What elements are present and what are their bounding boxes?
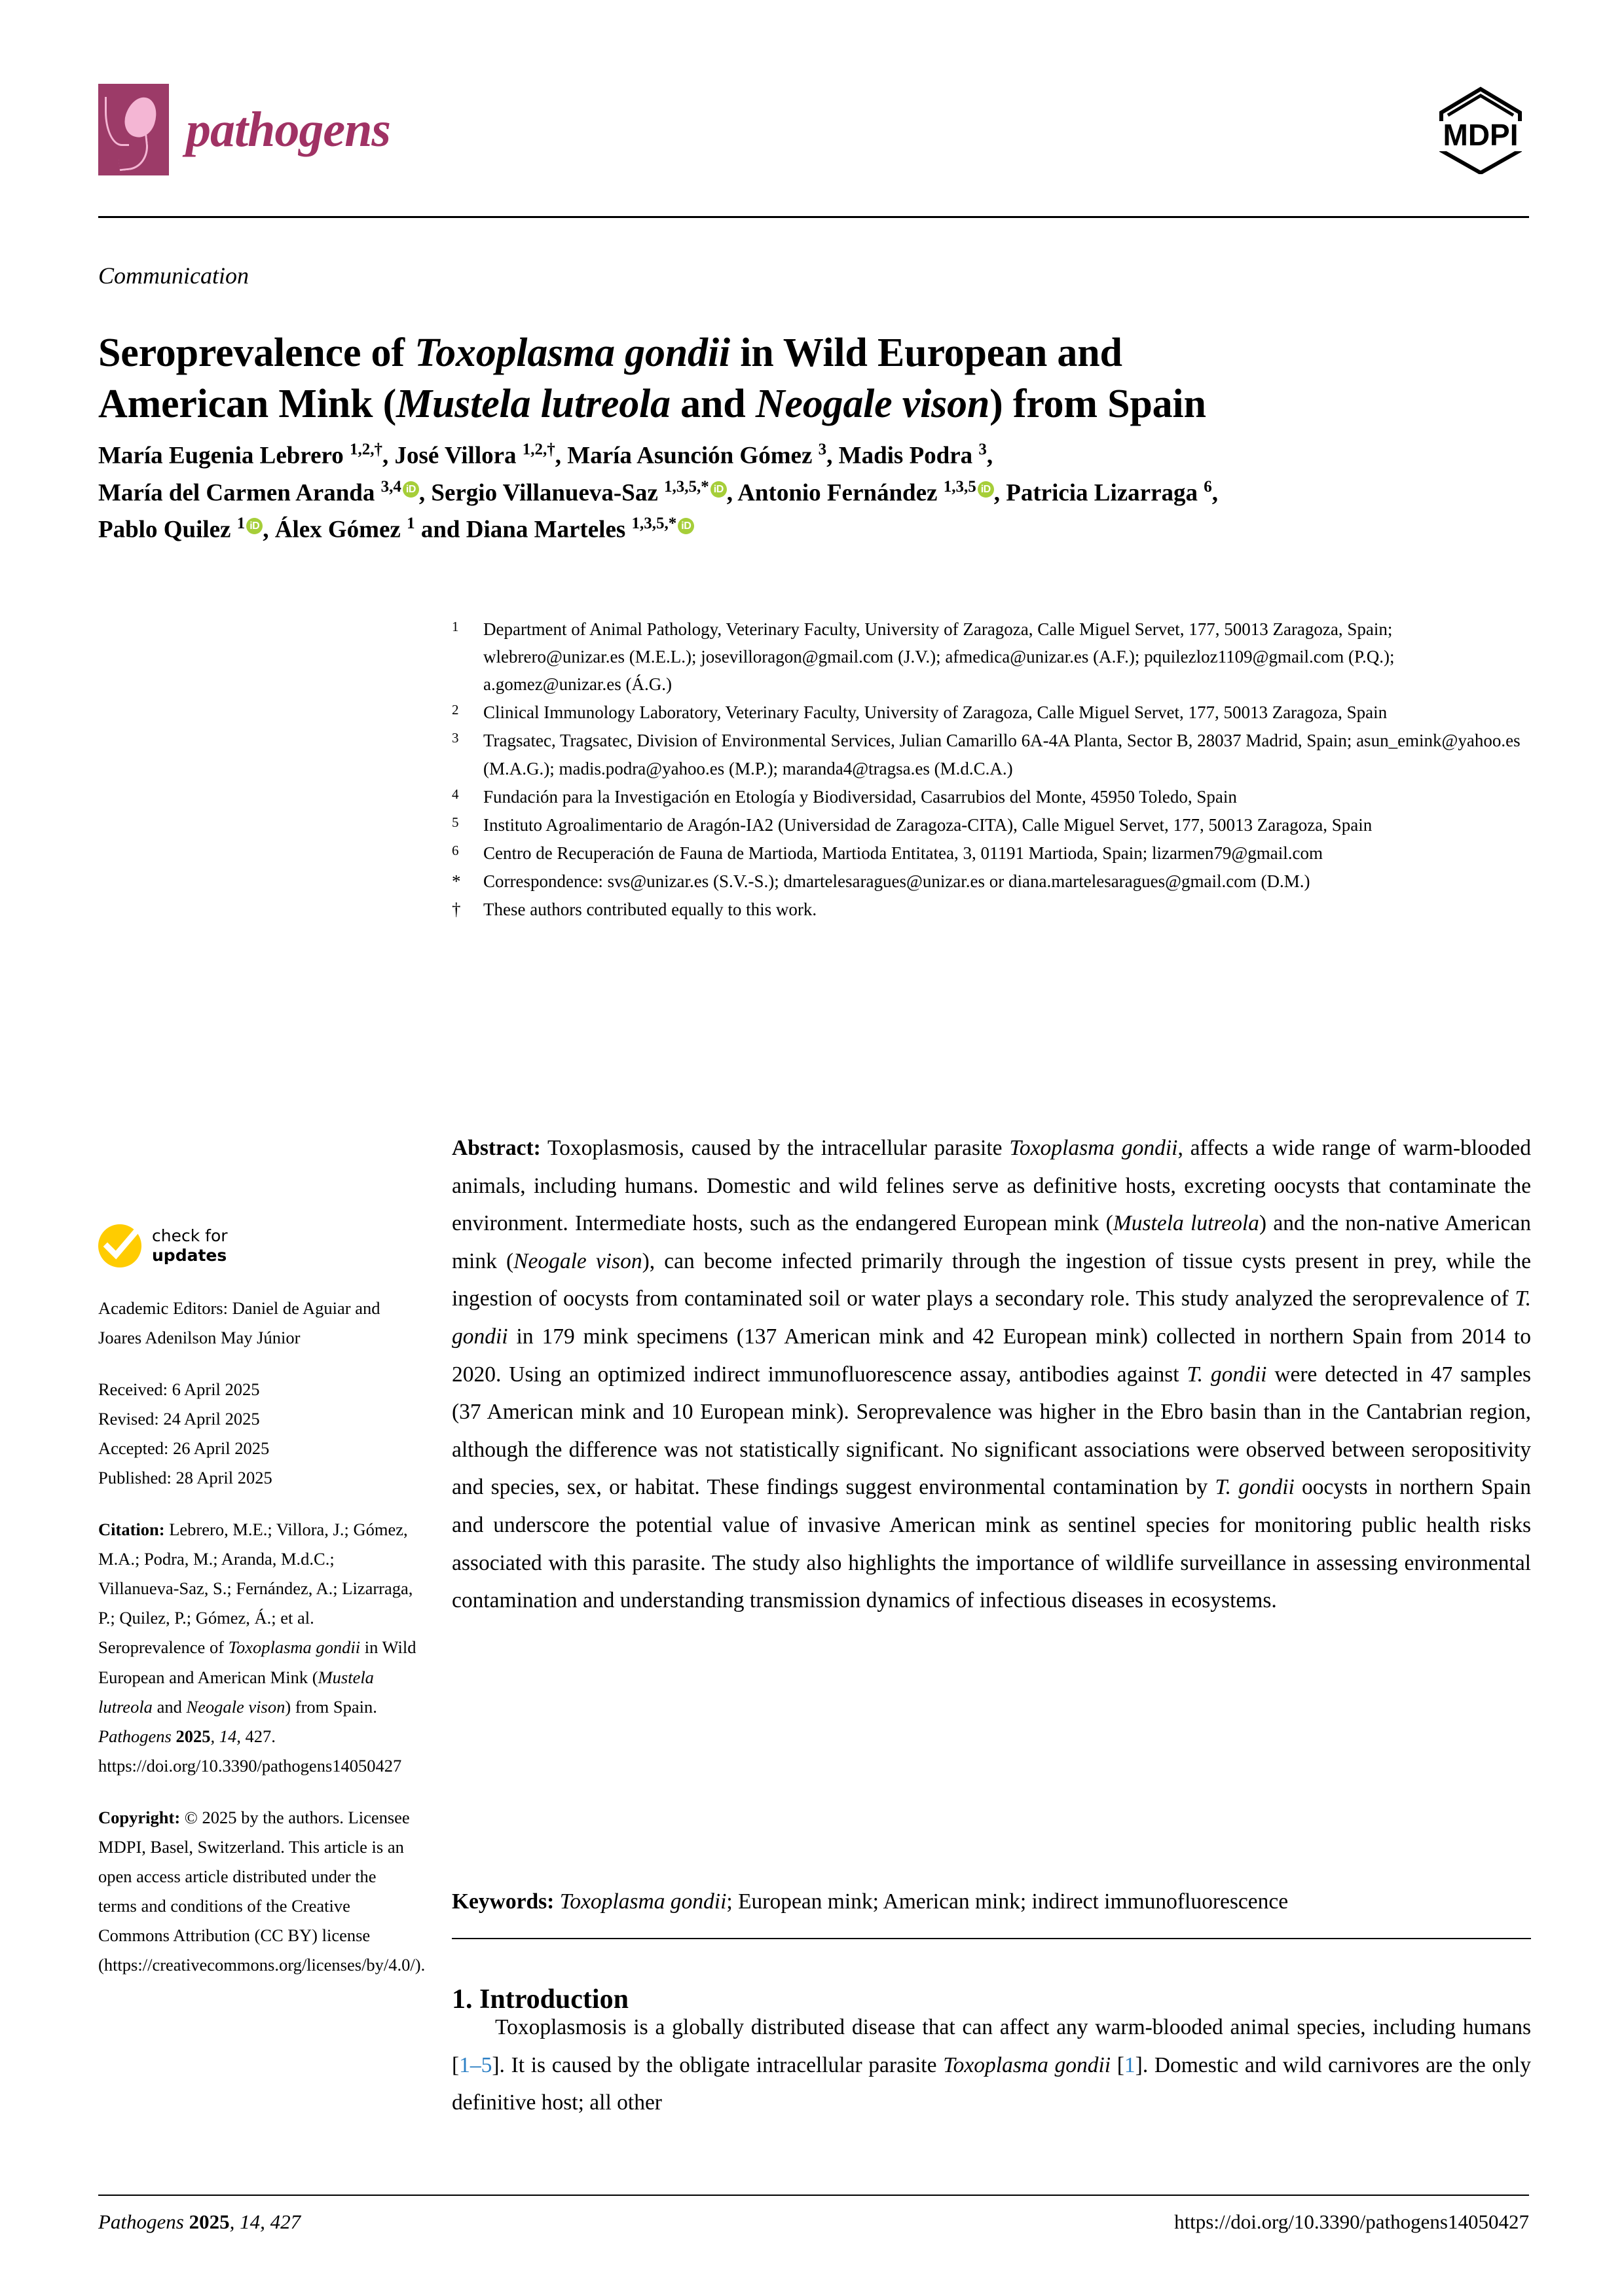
citation-species-3: Neogale vison <box>186 1696 286 1717</box>
checkmark-icon <box>98 1224 141 1267</box>
title-part: and <box>670 381 756 426</box>
date-received: Received: 6 April 2025 <box>98 1379 260 1400</box>
page-title <box>98 327 1532 429</box>
citation-mid-3: ) from Spain. <box>285 1696 377 1717</box>
article-type: Communication <box>98 263 249 289</box>
footer-doi-link[interactable]: https://doi.org/10.3390/pathogens14050427 <box>1174 2210 1529 2233</box>
copyright-body: © 2025 by the authors. Licensee MDPI, Basel, Switzerland. This article is an open access article distributed under the terms and conditions of the Creative Commons Attribution (CC BY) license (https://creativecommons.org/licenses/by/4.0/). <box>98 1807 426 1975</box>
citation-text <box>98 1515 419 1780</box>
affiliation-number: 1 <box>452 619 459 634</box>
orcid-icon[interactable]: iD <box>978 481 994 498</box>
cfu-line-2: updates <box>152 1246 227 1265</box>
footer-divider <box>98 2195 1529 2196</box>
abstract-text: ), can become infected primarily through the ingestion of tissue cysts present in prey, while the ingestion of oocysts from contaminated soil or water plays a secondary role. This study analyzed the seroprevalence of <box>452 1248 1531 1311</box>
title-part: in Wild European and <box>729 330 1122 375</box>
keywords-label: Keywords: <box>452 1889 555 1914</box>
citation-species-2: Mustela lutreola <box>98 1667 374 1717</box>
abstract-label: Abstract: <box>452 1136 541 1160</box>
keywords-text: ; European mink; American mink; indirect immunofluorescence <box>726 1889 1289 1914</box>
affiliation-number: 6 <box>452 842 459 858</box>
affiliation-item <box>452 615 1529 698</box>
mdpi-logo-icon[interactable] <box>1432 85 1529 174</box>
dagger-symbol: † <box>452 900 461 920</box>
section-heading-introduction: 1. Introduction <box>452 1984 629 2014</box>
affiliation-item <box>452 783 1529 811</box>
keyword-species: Toxoplasma gondii <box>559 1889 727 1914</box>
title-part: American Mink ( <box>98 381 397 426</box>
abstract-text: were detected in 47 samples (37 American mink and 10 European mink). Seroprevalence was higher in the Ebro basin than in the Cantabrian region, although the difference was not statistically significant. No significant associations were observed between seropositivity and species, sex, or habitat. These findings suggest environmental contamination by <box>452 1362 1531 1500</box>
intro-text: ]. It is caused by the obligate intracellular parasite <box>492 2052 944 2077</box>
title-part: Seroprevalence of <box>98 330 415 375</box>
abstract-text: , affects a wide range of warm-blooded animals, including humans. Domestic and wild felines serve as definitive hosts, excreting oocysts that contaminate the environment. Intermediate hosts, such as the endangered European mink ( <box>452 1136 1532 1236</box>
citation-pages: , 427. <box>236 1726 276 1746</box>
citation-year: 2025 <box>171 1726 211 1746</box>
footer-volume-page: , 14, 427 <box>229 2210 301 2233</box>
correspondence-symbol: * <box>452 871 461 891</box>
footer-citation <box>98 2210 301 2234</box>
affiliation-text: Fundación para la Investigación en Etología y Biodiversidad, Casarrubios del Monte, 45950 Toledo, Spain <box>483 786 1237 807</box>
title-species-2: Mustela lutreola <box>396 381 671 426</box>
abstract-species: T. gondii <box>452 1286 1531 1349</box>
intro-text: Toxoplasmosis is a globally distributed disease that can affect any warm-blooded animal species, including humans [ <box>452 2015 1531 2077</box>
date-published: Published: 28 April 2025 <box>98 1468 272 1488</box>
affiliation-text: Clinical Immunology Laboratory, Veterinary Faculty, University of Zaragoza, Calle Miguel Servet, 177, 50013 Zaragoza, Spain <box>483 702 1388 723</box>
affiliation-item <box>452 727 1529 782</box>
citation-mid-2: and <box>152 1696 187 1717</box>
abstract-species: Toxoplasma gondii <box>1009 1136 1178 1160</box>
academic-editors-block <box>98 1294 419 1353</box>
affiliation-item <box>452 811 1529 839</box>
citation-species-1: Toxoplasma gondii <box>228 1637 361 1658</box>
citation-mid-1: in Wild European and American Mink ( <box>98 1637 416 1687</box>
affiliation-text: Centro de Recuperación de Fauna de Martioda, Martioda Entitatea, 3, 01191 Martioda, Spain; lizarmen79@gmail.com <box>483 843 1323 863</box>
citation-authors: Lebrero, M.E.; Villora, J.; Gómez, M.A.; Podra, M.; Aranda, M.d.C.; Villanueva-Saz, S.; Fernández, A.; Lizarraga, P.; Quilez, P.; Gómez, Á.; et al. Seroprevalence of <box>98 1520 413 1658</box>
affiliation-item <box>452 699 1529 726</box>
author-list <box>98 437 1532 549</box>
cfu-line-1: check for <box>152 1226 228 1245</box>
copyright-label: Copyright: <box>98 1807 181 1827</box>
copyright-text <box>98 1803 426 1980</box>
intro-species: Toxoplasma gondii <box>943 2052 1111 2077</box>
orcid-icon[interactable]: iD <box>403 481 419 498</box>
date-accepted: Accepted: 26 April 2025 <box>98 1438 270 1459</box>
affiliation-number: 5 <box>452 814 459 830</box>
footer-year: 2025 <box>183 2210 230 2233</box>
keywords-section <box>452 1884 1531 1920</box>
copyright-block <box>98 1803 426 1980</box>
affiliation-number: 3 <box>452 730 459 746</box>
citation-journal: Pathogens <box>98 1726 172 1746</box>
author-line-2: María del Carmen Aranda $^{3,4}$ iD , Sergio Villanueva-Saz $^{1,3,5,*}$ iD , Antonio Fernández $^{1,3,5}$ iD , Patricia Lizarraga $^6$, <box>98 477 1219 506</box>
check-for-updates-badge[interactable] <box>98 1224 419 1267</box>
academic-editors-text: Academic Editors: Daniel de Aguiar and Joares Adenilson May Júnior <box>98 1298 380 1348</box>
keywords-divider <box>452 1938 1531 1939</box>
abstract-species: T. gondii <box>1187 1362 1267 1387</box>
author-line-3: Pablo Quilez $^1$ iD , Álex Gómez $^1$ and Diana Marteles $^{1,3,5,*}$ iD <box>98 511 1532 549</box>
abstract-species: T. gondii <box>1215 1475 1295 1500</box>
date-revised: Revised: 24 April 2025 <box>98 1409 260 1429</box>
affiliation-text: Department of Animal Pathology, Veterinary Faculty, University of Zaragoza, Calle Miguel Servet, 177, 50013 Zaragoza, Spain; wlebrero@unizar.es (M.E.L.); josevilloragon@gmail.com (J.V.); afmedica@unizar.es (A.F.); pquilezloz1109@gmail.com (P.Q.); a.gomez@unizar.es (Á.G.) <box>483 619 1395 695</box>
correspondence-text: Correspondence: svs@unizar.es (S.V.-S.); dmartelesaragues@unizar.es or diana.martelesaragues@gmail.com (D.M.) <box>483 871 1310 891</box>
abstract-text: ) and the non-native American mink ( <box>452 1211 1532 1273</box>
citation-link-1[interactable]: 1 <box>1124 2052 1135 2077</box>
abstract-species: Neogale vison <box>513 1248 642 1273</box>
equal-contribution-item <box>452 896 1529 923</box>
abstract-text: Toxoplasmosis, caused by the intracellular parasite <box>540 1136 1010 1160</box>
correspondence-item <box>452 867 1529 895</box>
affiliation-text: Tragsatec, Tragsatec, Division of Environmental Services, Julian Camarillo 6A-4A Planta, Sector B, 28037 Madrid, Spain; asun_emink@yahoo.es (M.A.G.); madis.podra@yahoo.es (M.P.); maranda4@tragsa.es (M.d.C.A.) <box>483 731 1521 778</box>
dates-block <box>98 1375 419 1493</box>
citation-doi-link[interactable]: https://doi.org/10.3390/pathogens14050427 <box>98 1755 402 1776</box>
citation-volume: , 14 <box>210 1726 237 1746</box>
header-divider <box>98 216 1529 218</box>
title-species-3: Neogale vison <box>755 381 990 426</box>
check-for-updates-text <box>152 1226 228 1266</box>
orcid-icon[interactable]: iD <box>246 518 263 534</box>
affiliation-number: 2 <box>452 702 459 718</box>
citation-label: Citation: <box>98 1520 165 1540</box>
svg-text:MDPI: MDPI <box>1443 118 1519 152</box>
equal-contribution-text: These authors contributed equally to this work. <box>483 900 817 920</box>
title-species-1: Toxoplasma gondii <box>415 330 730 375</box>
introduction-paragraph <box>452 2009 1531 2122</box>
pathogens-bacteria-icon <box>98 84 169 175</box>
orcid-icon[interactable]: iD <box>710 481 727 498</box>
citation-link-1-5[interactable]: 1–5 <box>459 2052 492 2077</box>
affiliation-number: 4 <box>452 786 459 802</box>
page-header <box>98 84 1529 169</box>
citation-block <box>98 1515 419 1780</box>
journal-name: pathogens <box>186 102 390 157</box>
affiliation-item <box>452 839 1529 867</box>
intro-text: ]. Domestic and wild carnivores are the only definitive host; all other <box>452 2052 1531 2115</box>
affiliations-list <box>452 615 1529 924</box>
journal-logo[interactable] <box>98 84 390 175</box>
orcid-icon[interactable]: iD <box>678 518 694 534</box>
author-line-1: María Eugenia Lebrero $^{1,2,\dagger}$, José Villora $^{1,2,\dagger}$, María Asunción Gómez $^3$, Madis Podra $^3$, <box>98 441 993 469</box>
abstract-text: oocysts in northern Spain and underscore the potential value of invasive American mink as sentinel species for monitoring public health risks associated with this parasite. The study also highlights the importance of wildlife surveillance in assessing environmental contamination and understanding transmission dynamics of infectious diseases in ecosystems. <box>452 1475 1532 1613</box>
intro-text: [ <box>1111 2052 1124 2077</box>
title-part: ) from Spain <box>989 381 1206 426</box>
abstract-section <box>452 1129 1531 1620</box>
abstract-species: Mustela lutreola <box>1113 1211 1259 1236</box>
abstract-text: in 179 mink specimens (137 American mink and 42 European mink) collected in northern Spain from 2014 to 2020. Using an optimized indirect immunofluorescence assay, antibodies against <box>452 1324 1531 1387</box>
affiliation-text: Instituto Agroalimentario de Aragón-IA2 (Universidad de Zaragoza-CITA), Calle Miguel Servet, 177, 50013 Zaragoza, Spain <box>483 814 1373 835</box>
article-metadata-sidebar <box>98 1224 426 2002</box>
footer-journal: Pathogens <box>98 2210 184 2233</box>
